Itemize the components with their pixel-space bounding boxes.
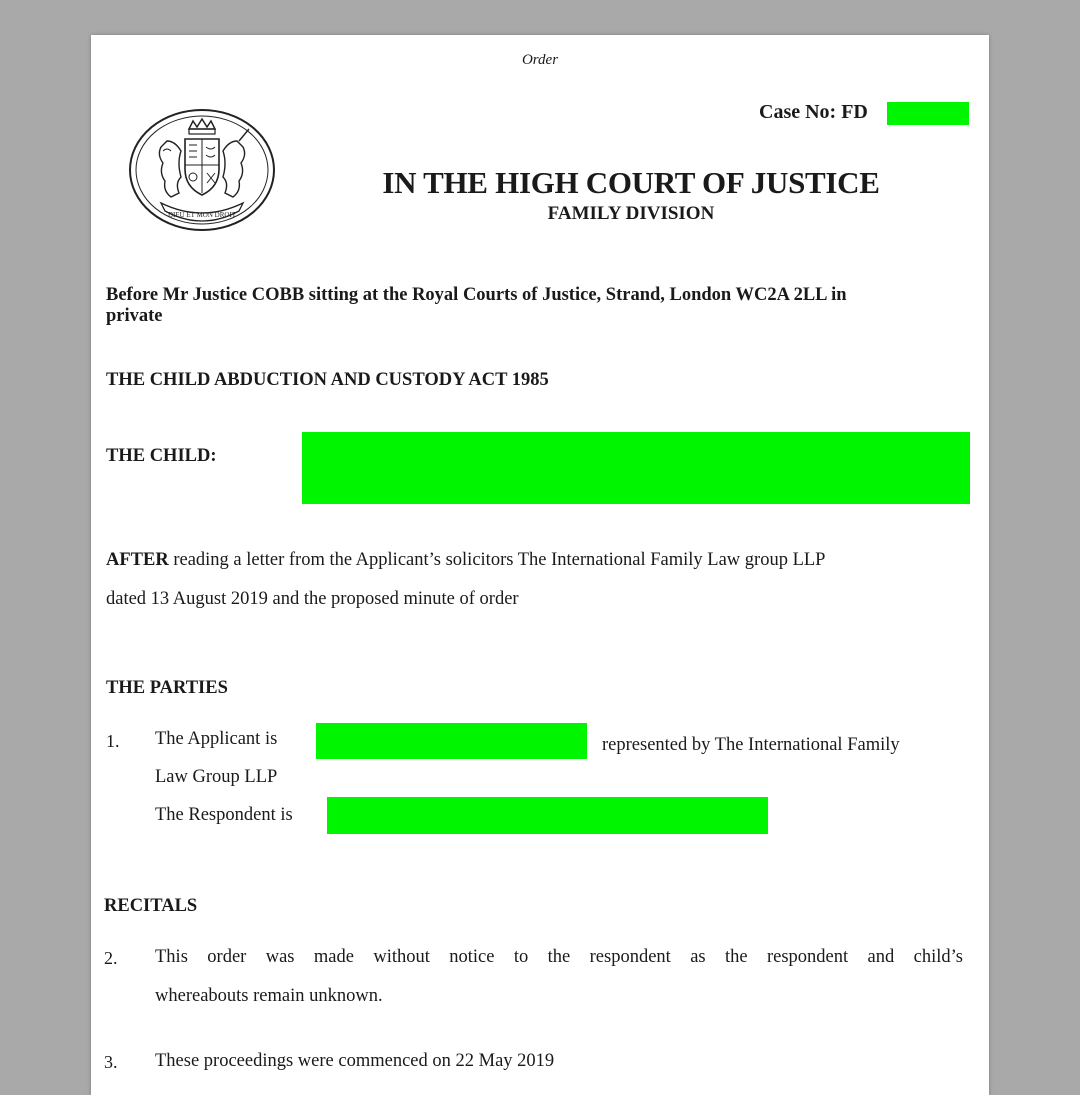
header-label: Order [521, 52, 559, 68]
child-label: THE CHILD: [106, 446, 217, 466]
recital-3-text: These proceedings were commenced on 22 May 2019 [155, 1051, 555, 1071]
crest-motto: DIEU ET MON DROIT [167, 211, 237, 219]
recital-2-line-1: This order was made without notice to the respondent as the respondent and child’s [155, 947, 963, 967]
royal-coat-of-arms-icon [127, 107, 277, 233]
act-title: THE CHILD ABDUCTION AND CUSTODY ACT 1985 [106, 370, 549, 390]
court-title: IN THE HIGH COURT OF JUSTICE [382, 165, 880, 200]
recital-3-number: 3. [104, 1052, 118, 1072]
respondent-prefix: The Respondent is [155, 805, 293, 825]
division-title: FAMILY DIVISION [547, 203, 715, 224]
party-1-number: 1. [106, 731, 120, 751]
case-number-label: Case No: FD [759, 101, 868, 123]
before-line-2: private [106, 306, 163, 326]
applicant-line-2: Law Group LLP [155, 767, 278, 787]
applicant-prefix: The Applicant is [155, 729, 278, 749]
recitals-heading: RECITALS [104, 896, 198, 916]
recital-2-number: 2. [104, 948, 118, 968]
after-paragraph-line-1 [106, 550, 825, 571]
after-paragraph-line-2: dated 13 August 2019 and the proposed minute of order [106, 589, 519, 609]
child-name-redaction [302, 432, 970, 504]
respondent-name-redaction [327, 797, 768, 834]
after-keyword: AFTER [106, 550, 169, 570]
applicant-name-redaction [316, 723, 587, 759]
parties-heading: THE PARTIES [106, 678, 228, 698]
applicant-suffix: represented by The International Family [602, 735, 900, 755]
document-page [91, 35, 989, 1095]
recital-2-line-2: whereabouts remain unknown. [155, 986, 383, 1006]
before-line-1: Before Mr Justice COBB sitting at the Royal Courts of Justice, Strand, London WC2A 2LL in [106, 285, 847, 305]
case-number-redaction [887, 102, 969, 125]
after-line-1-text: reading a letter from the Applicant’s solicitors The International Family Law group LLP [168, 550, 826, 570]
